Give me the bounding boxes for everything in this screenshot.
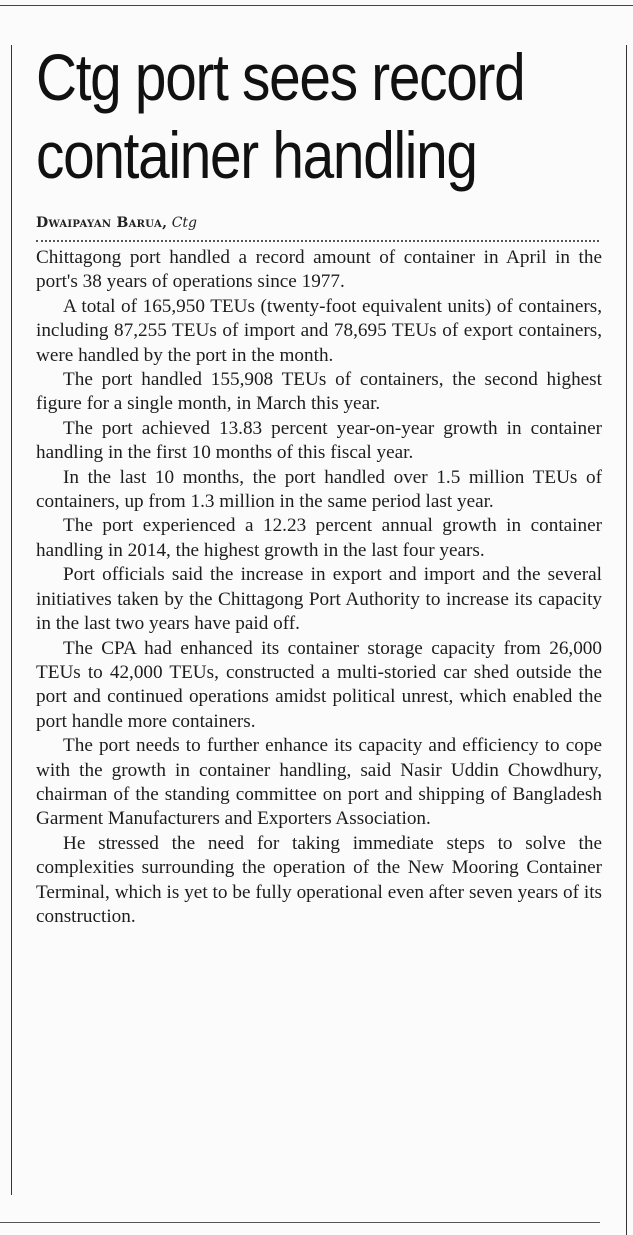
paragraph: He stressed the need for taking immediate steps to solve the complexities surrounding the operation of the New Mooring Container Terminal, which is yet to be fully operational even after seven years of its construction. bbox=[36, 832, 602, 927]
paragraph: The port needs to further enhance its capacity and efficiency to cope with the growth in container handling, said Nasir Uddin Chowdhury, chairman of the standing committee on port and shipping of Bangladesh Garment Manufacturers and Exporters Association. bbox=[36, 735, 602, 830]
dotted-separator bbox=[36, 240, 599, 242]
paragraph: Chittagong port handled a record amount of container in April in the port's 38 years of operations since 1977. bbox=[36, 247, 602, 293]
paragraph: The port handled 155,908 TEUs of containers, the second highest figure for a single month, in March this year. bbox=[36, 369, 602, 415]
paragraph: The port achieved 13.83 percent year-on-year growth in container handling in the first 10 months of this fiscal year. bbox=[36, 417, 602, 464]
paragraph: The CPA had enhanced its container storage capacity from 26,000 TEUs to 42,000 TEUs, constructed a multi-storied car shed outside the port and continued operations amidst political unrest, which enabled the port handle more containers. bbox=[36, 637, 602, 732]
paragraph: Port officials said the increase in export and import and the several initiatives taken by the Chittagong Port Authority to increase its capacity in the last two years have paid off. bbox=[36, 564, 602, 635]
paragraph: A total of 165,950 TEUs (twenty-foot equivalent units) of containers, including 87,255 TEUs of import and 78,695 TEUs of export containers, were handled by the port in the month. bbox=[36, 295, 602, 366]
paragraph: The port experienced a 12.23 percent annual growth in container handling in 2014, the highest growth in the last four years. bbox=[36, 515, 602, 561]
bottom-border-rule bbox=[0, 1222, 600, 1223]
article-body bbox=[36, 246, 602, 929]
headline-line-1: Ctg port sees record bbox=[36, 40, 525, 114]
top-border-rule bbox=[0, 5, 633, 6]
right-column-rule bbox=[626, 45, 627, 1235]
article bbox=[36, 38, 602, 929]
byline-location: Ctg bbox=[171, 215, 198, 231]
headline bbox=[36, 38, 523, 194]
paragraph: In the last 10 months, the port handled over 1.5 million TEUs of containers, up from 1.3 million in the same period last year. bbox=[36, 466, 602, 513]
byline bbox=[36, 214, 602, 232]
left-column-rule bbox=[11, 45, 12, 1195]
headline-line-2: container handling bbox=[36, 118, 477, 192]
byline-author: Dwaipayan Barua, bbox=[36, 215, 168, 231]
